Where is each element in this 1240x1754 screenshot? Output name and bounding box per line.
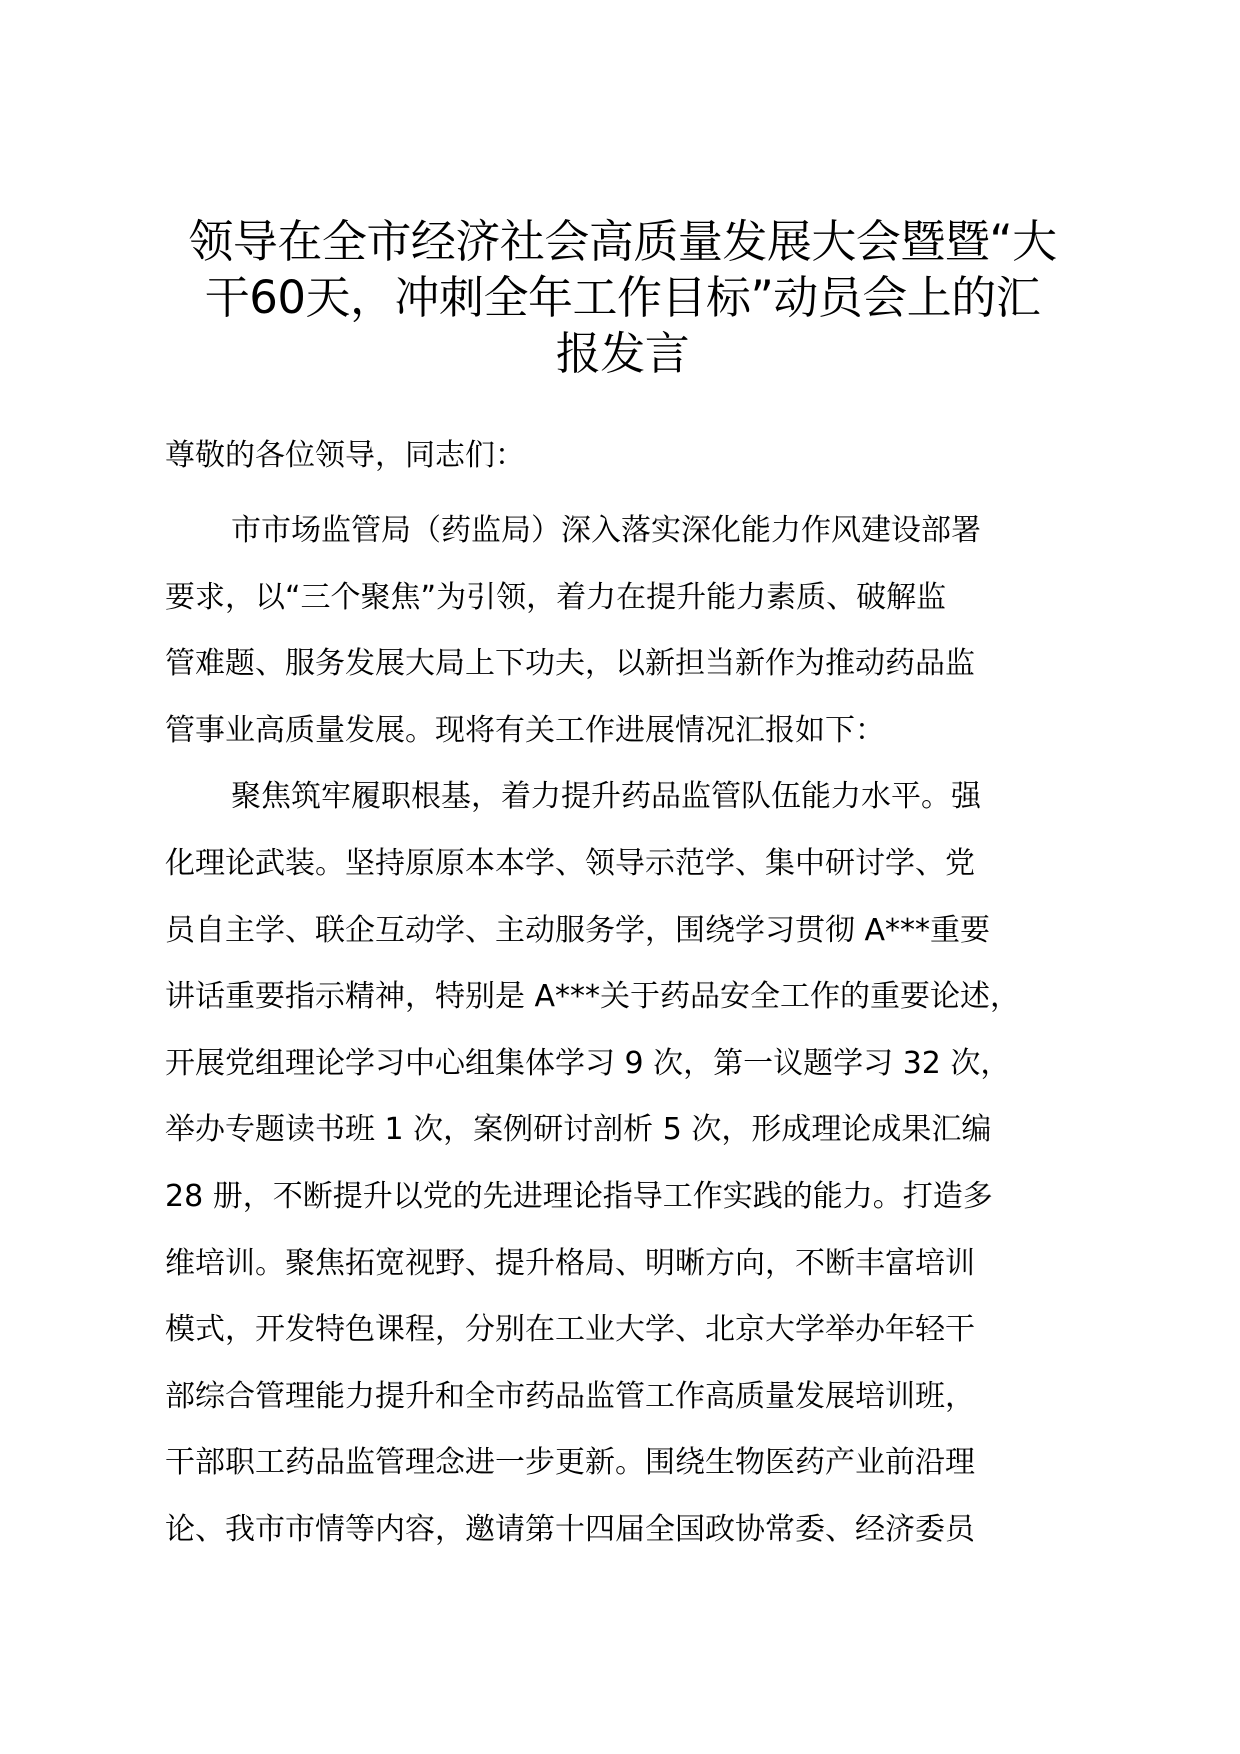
paragraph-line: 举办专题读书班 1 次，案例研讨剖析 5 次，形成理论成果汇编 <box>165 1112 992 1148</box>
paragraph-line: 讲话重要指示精神，特别是 A***关于药品安全工作的重要论述， <box>165 979 1021 1015</box>
paragraph-line: 论、我市市情等内容，邀请第十四届全国政协常委、经济委员 <box>165 1511 975 1547</box>
document-title <box>165 214 1080 382</box>
paragraph-line: 维培训。聚焦拓宽视野、提升格局、明晰方向，不断丰富培训 <box>165 1245 975 1281</box>
paragraph-line: 28 册，不断提升以党的先进理论指导工作实践的能力。打造多 <box>165 1178 993 1214</box>
paragraph-line: 聚焦筑牢履职根基，着力提升药品监管队伍能力水平。强 <box>231 779 981 815</box>
salutation: 尊敬的各位领导，同志们： <box>165 438 525 473</box>
paragraph-line: 模式，开发特色课程，分别在工业大学、北京大学举办年轻干 <box>165 1312 975 1348</box>
paragraph-line: 要求，以“三个聚焦”为引领，着力在提升能力素质、破解监 <box>165 579 947 615</box>
paragraph-line: 管难题、服务发展大局上下功夫，以新担当新作为推动药品监 <box>165 646 975 682</box>
paragraph-line: 开展党组理论学习中心组集体学习 9 次，第一议题学习 32 次， <box>165 1045 1011 1081</box>
title-line: 领导在全市经济社会高质量发展大会暨暨“大 <box>188 215 1057 268</box>
paragraph-line: 市市场监管局（药监局）深入落实深化能力作风建设部署 <box>231 513 981 548</box>
title-line: 干60天，冲刺全年工作目标”动员会上的汇 <box>204 271 1041 324</box>
body-text <box>165 498 1125 1564</box>
paragraph-line: 化理论武装。坚持原原本本学、领导示范学、集中研讨学、党 <box>165 845 975 881</box>
paragraph-line: 管事业高质量发展。现将有关工作进展情况汇报如下： <box>165 712 885 748</box>
paragraph-line: 部综合管理能力提升和全市药品监管工作高质量发展培训班， <box>165 1378 975 1414</box>
paragraph-line: 干部职工药品监管理念进一步更新。围绕生物医药产业前沿理 <box>165 1445 975 1481</box>
title-line: 报发言 <box>555 327 690 380</box>
paragraph-line: 员自主学、联企互动学、主动服务学，围绕学习贯彻 A***重要 <box>165 912 991 948</box>
